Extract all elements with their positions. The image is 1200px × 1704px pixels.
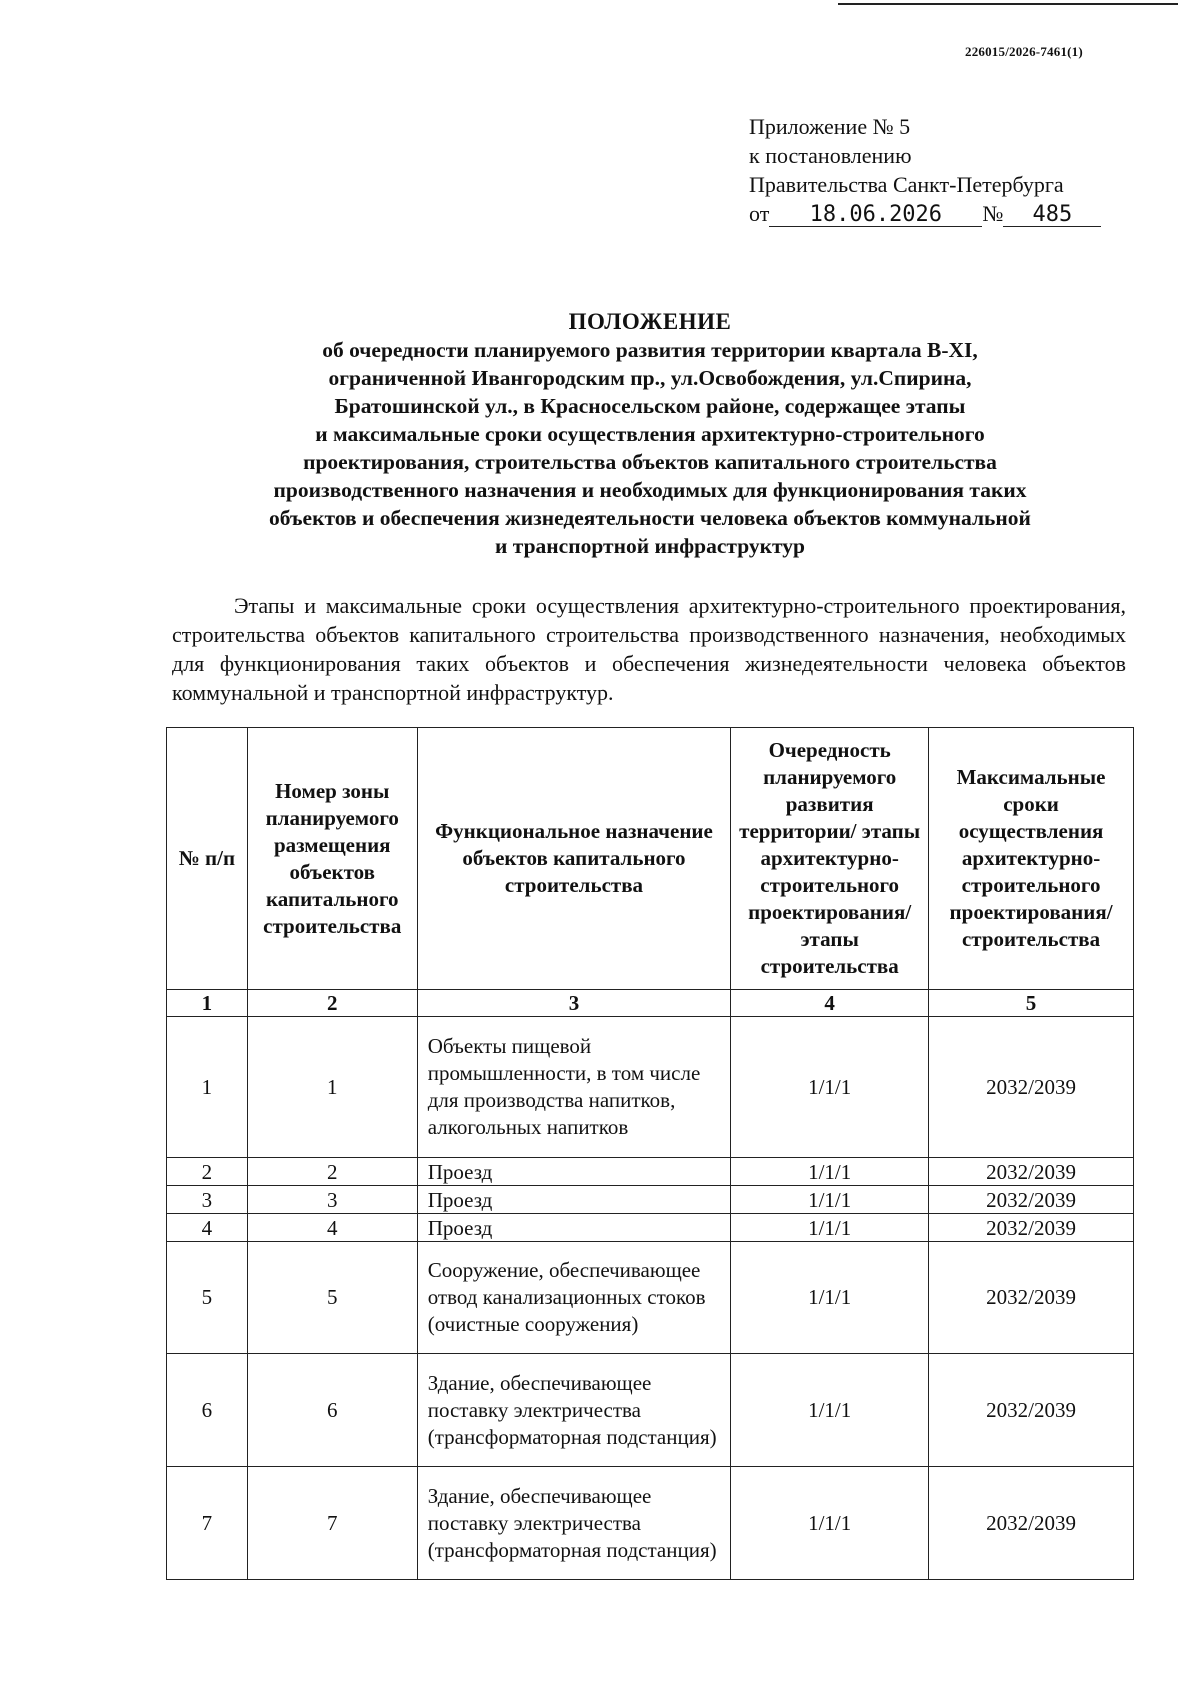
stage-cell: 1/1/1 <box>731 1186 929 1214</box>
term-cell: 2032/2039 <box>929 1017 1134 1158</box>
col-header-function: Функциональное назначение объектов капитального строительства <box>417 728 731 990</box>
table-row <box>167 1354 1134 1467</box>
term-cell: 2032/2039 <box>929 1214 1134 1242</box>
heading-line: проектирования, строительства объектов капитального строительства <box>303 450 997 474</box>
row-number: 7 <box>167 1467 248 1580</box>
heading-line: ограниченной Ивангородским пр., ул.Освобождения, ул.Спирина, <box>328 366 972 390</box>
table-row <box>167 1242 1134 1354</box>
column-number: 1 <box>167 990 248 1017</box>
heading-line: и максимальные сроки осуществления архитектурно-строительного <box>315 422 985 446</box>
column-number: 4 <box>731 990 929 1017</box>
term-cell: 2032/2039 <box>929 1158 1134 1186</box>
heading-title: ПОЛОЖЕНИЕ <box>568 309 732 334</box>
term-cell: 2032/2039 <box>929 1354 1134 1467</box>
heading-line: Братошинской ул., в Красносельском районе, содержащее этапы <box>334 394 966 418</box>
stage-cell: 1/1/1 <box>731 1214 929 1242</box>
from-label: от <box>749 201 770 226</box>
zone-number: 1 <box>247 1017 417 1158</box>
column-number-row <box>167 990 1134 1017</box>
number-label: № <box>982 201 1004 226</box>
function-cell: Проезд <box>417 1158 731 1186</box>
table-row <box>167 1017 1134 1158</box>
function-cell: Проезд <box>417 1186 731 1214</box>
decree-number: 485 <box>1003 204 1101 227</box>
appendix-block <box>749 112 1101 228</box>
zone-number: 5 <box>247 1242 417 1354</box>
column-number: 5 <box>929 990 1134 1017</box>
function-cell: Здание, обеспечивающее поставку электричества (трансформаторная подстанция) <box>417 1467 731 1580</box>
stage-cell: 1/1/1 <box>731 1017 929 1158</box>
zone-number: 4 <box>247 1214 417 1242</box>
col-header-number: № п/п <box>167 728 248 990</box>
col-header-stages: Очередность планируемого развития территории/ этапы архитектурно-строительного проектирования/ этапы строительства <box>731 728 929 990</box>
stages-table <box>166 727 1134 1580</box>
row-number: 5 <box>167 1242 248 1354</box>
heading-line: производственного назначения и необходимых для функционирования таких <box>273 478 1027 502</box>
row-number: 4 <box>167 1214 248 1242</box>
heading-line: об очередности планируемого развития территории квартала В-XI, <box>322 338 978 362</box>
term-cell: 2032/2039 <box>929 1186 1134 1214</box>
term-cell: 2032/2039 <box>929 1242 1134 1354</box>
stage-cell: 1/1/1 <box>731 1467 929 1580</box>
appendix-line-1: Приложение № 5 <box>749 114 911 139</box>
zone-number: 3 <box>247 1186 417 1214</box>
term-cell: 2032/2039 <box>929 1467 1134 1580</box>
table-row <box>167 1467 1134 1580</box>
appendix-line-2: к постановлению <box>749 143 912 168</box>
decree-date: 18.06.2026 <box>769 204 982 227</box>
table-header-row <box>167 728 1134 990</box>
table-row <box>167 1158 1134 1186</box>
zone-number: 7 <box>247 1467 417 1580</box>
zone-number: 2 <box>247 1158 417 1186</box>
table-row <box>167 1214 1134 1242</box>
appendix-line-3: Правительства Санкт-Петербурга <box>749 172 1064 197</box>
function-cell: Проезд <box>417 1214 731 1242</box>
document-code: 226015/2026-7461(1) <box>965 44 1083 59</box>
col-header-terms: Максимальные сроки осуществления архитектурно-строительного проектирования/ строительства <box>929 728 1134 990</box>
col-header-zone: Номер зоны планируемого размещения объектов капитального строительства <box>247 728 417 990</box>
intro-paragraph: Этапы и максимальные сроки осуществления архитектурно-строительного проектирования, строительства объектов капитального строительства производственного назначения, необходимых для функционирования таких объектов и обеспечения жизнедеятельности человека объектов коммунальной и транспортной инфраструктур. <box>172 593 1126 705</box>
heading-line: и транспортной инфраструктур <box>494 534 806 558</box>
row-number: 6 <box>167 1354 248 1467</box>
appendix-date-line <box>749 199 1101 228</box>
function-cell: Здание, обеспечивающее поставку электричества (трансформаторная подстанция) <box>417 1354 731 1467</box>
zone-number: 6 <box>247 1354 417 1467</box>
document-heading <box>160 308 1140 560</box>
stage-cell: 1/1/1 <box>731 1354 929 1467</box>
column-number: 2 <box>247 990 417 1017</box>
row-number: 3 <box>167 1186 248 1214</box>
row-number: 1 <box>167 1017 248 1158</box>
table-row <box>167 1186 1134 1214</box>
function-cell: Сооружение, обеспечивающее отвод канализационных стоков (очистные сооружения) <box>417 1242 731 1354</box>
column-number: 3 <box>417 990 731 1017</box>
stage-cell: 1/1/1 <box>731 1158 929 1186</box>
stage-cell: 1/1/1 <box>731 1242 929 1354</box>
heading-line: объектов и обеспечения жизнедеятельности человека объектов коммунальной <box>269 506 1031 530</box>
row-number: 2 <box>167 1158 248 1186</box>
top-rule <box>838 3 1178 5</box>
function-cell: Объекты пищевой промышленности, в том числе для производства напитков, алкогольных напитков <box>417 1017 731 1158</box>
